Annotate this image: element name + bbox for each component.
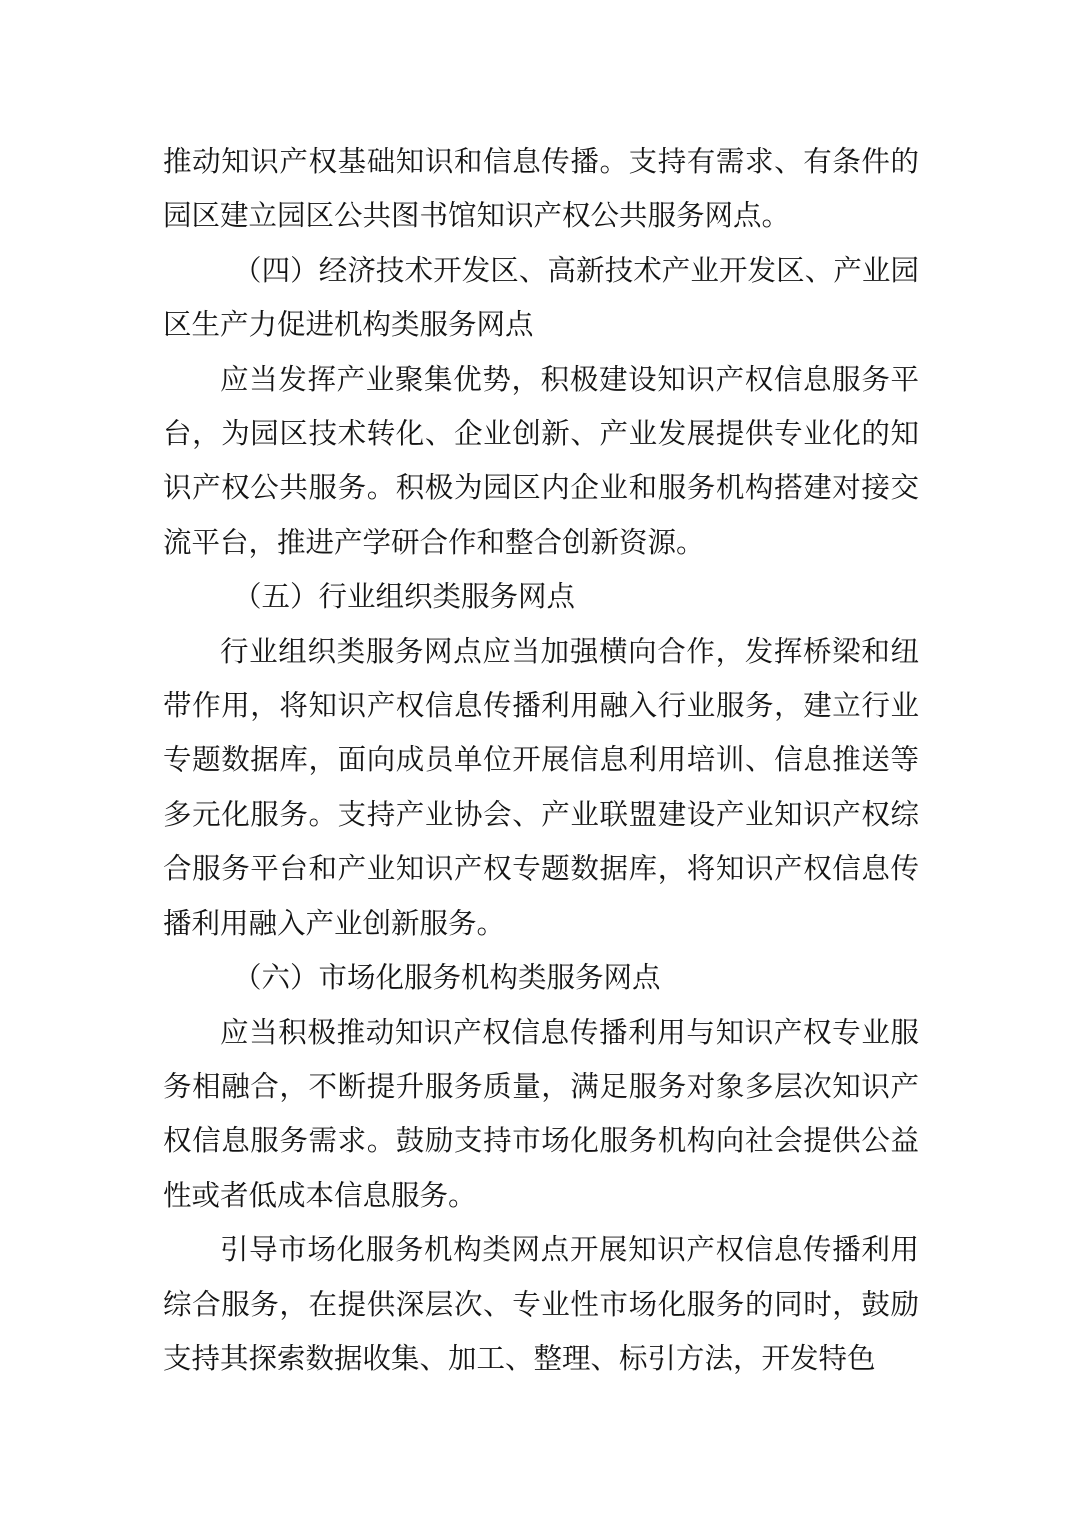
- paragraph-body: 引导市场化服务机构类网点开展知识产权信息传播利用综合服务，在提供深层次、专业性市场化服务的同时，鼓励支持其探索数据收集、加工、整理、标引方法，开发特色: [163, 1233, 919, 1375]
- document-body: [163, 135, 919, 1386]
- section-heading-4: （四）经济技术开发区、高新技术产业开发区、产业园区生产力促进机构类服务网点: [163, 253, 919, 342]
- paragraph-body: 应当积极推动知识产权信息传播利用与知识产权专业服务相融合，不断提升服务质量，满足服务对象多层次知识产权信息服务需求。鼓励支持市场化服务机构向社会提供公益性或者低成本信息服务。: [163, 1015, 919, 1212]
- paragraph-body: 应当发挥产业聚集优势，积极建设知识产权信息服务平台，为园区技术转化、企业创新、产业发展提供专业化的知识产权公共服务。积极为园区内企业和服务机构搭建对接交流平台，推进产学研合作和整合创新资源。: [163, 362, 919, 559]
- paragraph-continuation: 推动知识产权基础知识和信息传播。支持有需求、有条件的园区建立园区公共图书馆知识产权公共服务网点。: [163, 145, 919, 233]
- section-heading-6: （六）市场化服务机构类服务网点: [233, 961, 661, 995]
- paragraph-body: 行业组织类服务网点应当加强横向合作，发挥桥梁和纽带作用，将知识产权信息传播利用融入行业服务，建立行业专题数据库，面向成员单位开展信息利用培训、信息推送等多元化服务。支持产业协会、产业联盟建设产业知识产权综合服务平台和产业知识产权专题数据库，将知识产权信息传播利用融入产业创新服务。: [163, 634, 919, 940]
- section-heading-5: （五）行业组织类服务网点: [233, 580, 576, 614]
